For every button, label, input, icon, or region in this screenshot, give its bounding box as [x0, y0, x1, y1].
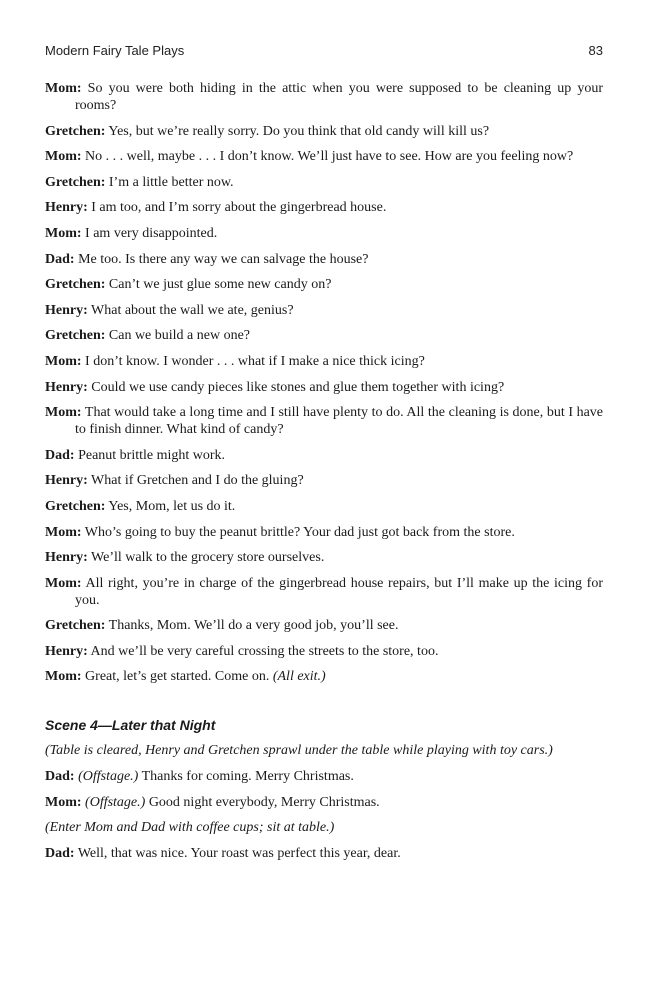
dialogue-line	[45, 327, 603, 344]
speaker-name: Mom:	[45, 405, 82, 421]
dialogue-line	[45, 845, 603, 862]
speaker-name: Gretchen:	[45, 618, 106, 634]
dialogue-line	[45, 251, 603, 268]
speaker-name: Mom:	[45, 669, 82, 685]
book-title: Modern Fairy Tale Plays	[45, 43, 185, 58]
line-text: Me too. Is there any way we can salvage the house?	[78, 251, 369, 267]
dialogue-line	[45, 575, 603, 609]
dialogue-line	[45, 404, 603, 438]
line-text: Well, that was nice. Your roast was perfect this year, dear.	[77, 845, 401, 861]
speaker-name: Mom:	[45, 794, 82, 810]
speaker-name: Henry:	[45, 200, 88, 216]
line-text: Can’t we just glue some new candy on?	[108, 277, 332, 293]
line-text: No . . . well, maybe . . . I don’t know. We’ll just have to see. How are you feeling now?	[85, 149, 574, 165]
line-text: Thanks for coming. Merry Christmas.	[138, 769, 354, 785]
scene-3-dialogue	[45, 80, 603, 685]
page-number: 83	[588, 43, 603, 58]
stage-direction-inline: (Offstage.)	[78, 769, 139, 785]
dialogue-line	[45, 794, 603, 811]
dialogue-line	[45, 199, 603, 216]
line-text: I am too, and I’m sorry about the gingerbread house.	[91, 200, 387, 216]
dialogue-line	[45, 379, 603, 396]
line-text: Thanks, Mom. We’ll do a very good job, you’ll see.	[108, 618, 399, 634]
stage-direction-inline: (Offstage.)	[85, 794, 146, 810]
stage-direction-inline: (All exit.)	[272, 669, 326, 685]
line-text: We’ll walk to the grocery store ourselves.	[91, 550, 325, 566]
line-text: And we’ll be very careful crossing the streets to the store, too.	[90, 643, 439, 659]
line-text: I’m a little better now.	[108, 174, 234, 190]
line-text: Could we use candy pieces like stones and glue them together with icing?	[91, 379, 505, 395]
dialogue-line	[45, 302, 603, 319]
line-text: Peanut brittle might work.	[78, 447, 226, 463]
line-text: Who’s going to buy the peanut brittle? Your dad just got back from the store.	[84, 524, 515, 540]
speaker-name: Dad:	[45, 447, 75, 463]
speaker-name: Mom:	[45, 81, 82, 96]
speaker-name: Henry:	[45, 643, 88, 659]
speaker-name: Gretchen:	[45, 174, 106, 190]
dialogue-line	[45, 643, 603, 660]
line-text: That would take a long time and I still have plenty to do. All the cleaning is done, but I have to finish dinner. What kind of candy?	[75, 405, 604, 438]
stage-direction: (Enter Mom and Dad with coffee cups; sit at table.)	[45, 820, 335, 836]
dialogue-line	[45, 549, 603, 566]
dialogue-line	[45, 524, 603, 541]
speaker-name: Mom:	[45, 524, 82, 540]
speaker-name: Gretchen:	[45, 328, 106, 344]
line-text: Yes, Mom, let us do it.	[108, 498, 236, 514]
line-text: Can we build a new one?	[108, 328, 251, 344]
play-text	[45, 80, 603, 870]
speaker-name: Mom:	[45, 575, 82, 591]
line-text: So you were both hiding in the attic when you were supposed to be cleaning up your rooms?	[75, 81, 604, 113]
speaker-name: Gretchen:	[45, 498, 106, 514]
dialogue-line	[45, 617, 603, 634]
dialogue-line	[45, 498, 603, 515]
speaker-name: Gretchen:	[45, 277, 106, 293]
line-text: I am very disappointed.	[85, 225, 218, 241]
speaker-name: Mom:	[45, 149, 82, 165]
scene-heading: Scene 4—Later that Night	[45, 717, 216, 734]
line-text: I don’t know. I wonder . . . what if I make a nice thick icing?	[85, 353, 425, 369]
speaker-name: Henry:	[45, 302, 88, 318]
line-text: What about the wall we ate, genius?	[91, 302, 294, 318]
speaker-name: Mom:	[45, 225, 82, 241]
dialogue-line	[45, 472, 603, 489]
speaker-name: Henry:	[45, 473, 88, 489]
speaker-name: Mom:	[45, 353, 82, 369]
speaker-name: Dad:	[45, 769, 75, 785]
dialogue-line	[45, 123, 603, 140]
dialogue-line	[45, 225, 603, 242]
line-text: Great, let’s get started. Come on.	[85, 669, 273, 685]
dialogue-line	[45, 148, 603, 165]
speaker-name: Henry:	[45, 379, 88, 395]
dialogue-line	[45, 668, 603, 685]
speaker-name: Dad:	[45, 251, 75, 267]
line-text: Good night everybody, Merry Christmas.	[145, 794, 380, 810]
dialogue-line	[45, 276, 603, 293]
dialogue-line	[45, 447, 603, 464]
dialogue-line	[45, 80, 603, 114]
speaker-name: Henry:	[45, 550, 88, 566]
dialogue-line	[45, 353, 603, 370]
line-text: Yes, but we’re really sorry. Do you think that old candy will kill us?	[108, 123, 490, 139]
speaker-name: Dad:	[45, 845, 75, 861]
line-text: What if Gretchen and I do the gluing?	[91, 473, 304, 489]
dialogue-line	[45, 174, 603, 191]
running-header	[45, 43, 603, 58]
dialogue-line	[45, 768, 603, 785]
line-text: All right, you’re in charge of the gingerbread house repairs, but I’ll make up the icing for you.	[75, 575, 603, 608]
speaker-name: Gretchen:	[45, 123, 106, 139]
stage-direction: (Table is cleared, Henry and Gretchen sprawl under the table while playing with toy cars.)	[45, 743, 553, 759]
